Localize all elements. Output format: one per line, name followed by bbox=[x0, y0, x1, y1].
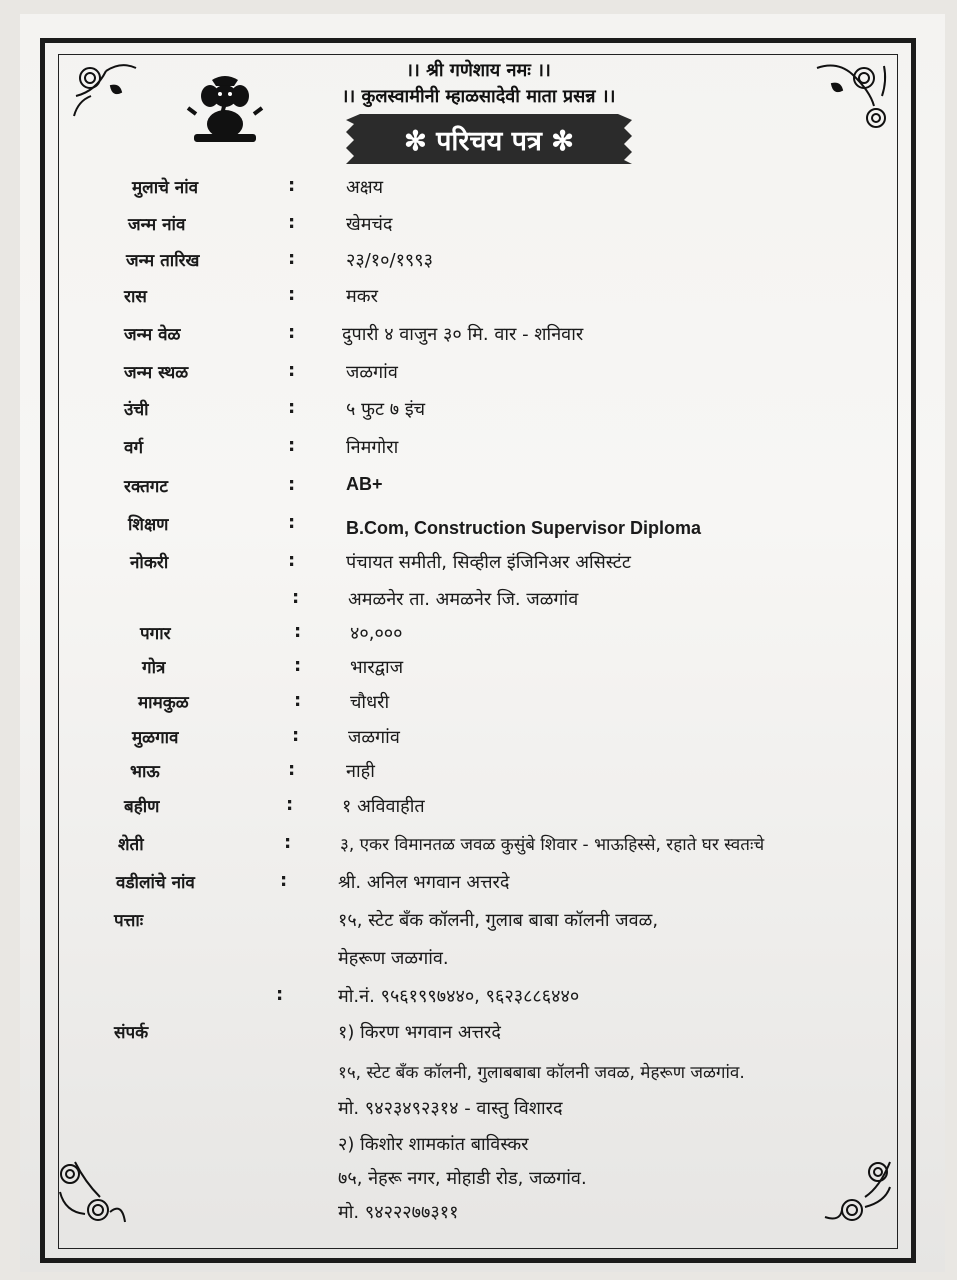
corner-ornament-bottom-right bbox=[820, 1152, 900, 1232]
field-label: मुळगाव bbox=[132, 728, 179, 748]
contact-line-1: १) किरण भगवान अत्तरदे bbox=[338, 1022, 501, 1043]
field-colon: : bbox=[288, 759, 296, 780]
field-label: पगार bbox=[140, 624, 171, 644]
field-value: अमळनेर ता. अमळनेर जि. जळगांव bbox=[348, 589, 579, 610]
ganesh-icon bbox=[182, 74, 268, 148]
field-value: २३/१०/१९९३ bbox=[346, 250, 434, 271]
field-colon: : bbox=[288, 175, 296, 196]
field-colon: : bbox=[288, 360, 296, 381]
address-label: पत्ताः bbox=[114, 911, 144, 931]
field-value: अक्षय bbox=[346, 177, 384, 198]
field-colon: : bbox=[280, 870, 288, 891]
contact-label: संपर्क bbox=[114, 1023, 149, 1043]
field-label: मामकुळ bbox=[138, 693, 189, 713]
field-value: ५ फुट ७ इंच bbox=[346, 399, 426, 420]
contact-line-3: मो. ९४२३४९२३१४ - वास्तु विशारद bbox=[338, 1098, 563, 1119]
field-value: जळगांव bbox=[348, 727, 400, 748]
field-colon: : bbox=[288, 284, 296, 305]
field-value: जळगांव bbox=[346, 362, 398, 383]
field-label: जन्म स्थळ bbox=[124, 363, 189, 383]
field-label: रास bbox=[124, 287, 147, 307]
field-colon: : bbox=[294, 621, 302, 642]
field-label: शिक्षण bbox=[128, 515, 169, 535]
field-label: जन्म तारिख bbox=[126, 251, 200, 271]
field-value: निमगोरा bbox=[346, 437, 399, 458]
field-colon: : bbox=[276, 984, 284, 1005]
address-line-2: मेहरूण जळगांव. bbox=[338, 948, 449, 969]
field-value: भारद्वाज bbox=[350, 657, 404, 678]
field-label: वर्ग bbox=[124, 438, 144, 458]
field-value: नाही bbox=[346, 761, 375, 782]
field-label: उंची bbox=[124, 400, 149, 420]
field-value: मकर bbox=[346, 286, 378, 307]
contact-line-2: १५, स्टेट बँक कॉलनी, गुलाबबाबा कॉलनी जवळ, मेहरूण जळगांव. bbox=[338, 1063, 745, 1083]
contact-line-5: ७५, नेहरू नगर, मोहाडी रोड, जळगांव. bbox=[338, 1168, 587, 1189]
field-colon: : bbox=[288, 435, 296, 456]
field-value: AB+ bbox=[346, 474, 383, 494]
field-colon: : bbox=[288, 474, 296, 495]
contact-line-4: २) किशोर शामकांत बाविस्कर bbox=[338, 1134, 529, 1155]
field-label: बहीण bbox=[124, 797, 160, 817]
field-colon: : bbox=[288, 550, 296, 571]
field-colon: : bbox=[294, 655, 302, 676]
page-title: ✻ परिचय पत्र ✻ bbox=[404, 126, 574, 157]
field-label: गोत्र bbox=[142, 658, 166, 678]
field-colon: : bbox=[288, 322, 296, 343]
field-colon: : bbox=[288, 248, 296, 269]
field-label: रक्तगट bbox=[124, 477, 168, 497]
field-colon: : bbox=[288, 397, 296, 418]
field-label: भाऊ bbox=[130, 762, 160, 782]
field-colon: : bbox=[292, 725, 300, 746]
address-line-1: १५, स्टेट बँक कॉलनी, गुलाब बाबा कॉलनी जवळ, bbox=[338, 910, 659, 931]
field-colon: : bbox=[286, 794, 294, 815]
field-value: १ अविवाहीत bbox=[342, 796, 425, 817]
address-phone: मो.नं. ९५६१९९७४४०, ९६२३८८६४४० bbox=[338, 986, 580, 1007]
field-value: पंचायत समीती, सिव्हील इंजिनिअर असिस्टंट bbox=[346, 552, 631, 573]
field-colon: : bbox=[284, 832, 292, 853]
field-value: श्री. अनिल भगवान अत्तरदे bbox=[338, 872, 510, 893]
header-blessing: ।। कुलस्वामीनी म्हाळसादेवी माता प्रसन्न ।। bbox=[341, 86, 616, 107]
field-value: B.Com, Construction Supervisor Diploma bbox=[346, 518, 702, 538]
contact-line-6: मो. ९४२२२७७३११ bbox=[338, 1202, 459, 1223]
field-colon: : bbox=[292, 587, 300, 608]
field-label: नोकरी bbox=[130, 553, 169, 573]
field-label: शेती bbox=[118, 835, 144, 855]
field-value: चौधरी bbox=[350, 692, 390, 713]
corner-ornament-bottom-left bbox=[50, 1152, 130, 1232]
field-colon: : bbox=[288, 512, 296, 533]
field-colon: : bbox=[288, 212, 296, 233]
field-colon: : bbox=[294, 690, 302, 711]
field-label: जन्म वेळ bbox=[124, 325, 181, 345]
field-label: जन्म नांव bbox=[128, 215, 186, 235]
field-label: वडीलांचे नांव bbox=[116, 873, 195, 893]
header-invocation: ।। श्री गणेशाय नमः ।। bbox=[406, 60, 551, 81]
field-value: ३, एकर विमानतळ जवळ कुसुंबे शिवार - भाऊहिस्से, रहाते घर स्वतःचे bbox=[340, 835, 765, 855]
field-label: मुलाचे नांव bbox=[132, 178, 199, 198]
field-value: दुपारी ४ वाजुन ३० मि. वार - शनिवार bbox=[342, 324, 584, 345]
field-value: खेमचंद bbox=[346, 214, 393, 235]
field-value: ४०,००० bbox=[350, 623, 403, 644]
